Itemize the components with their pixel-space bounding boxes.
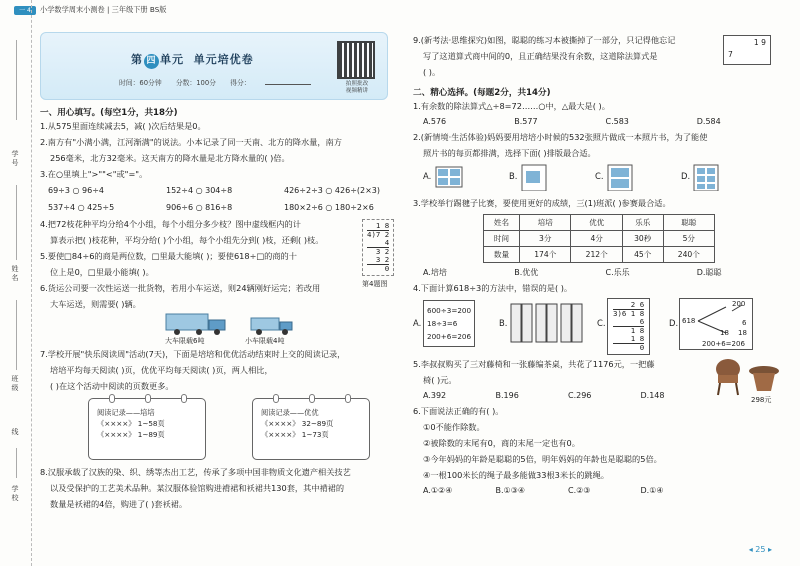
rattan-chair-icon [713,357,743,397]
option-c[interactable]: C. [597,318,606,328]
table-cell: 45个 [622,247,663,263]
statement-1: ①0不能作除数。 [423,422,485,432]
question-1-8-line1: 8.汉服承载了汉族的染、织、绣等杰出工艺，传承了多项中国非物质文化遗产相关技艺 [40,467,351,477]
div-line: 1 8 [630,334,645,343]
question-2-6: 6.下面说法正确的有( )。 [413,406,504,416]
method-d-label: 18 [738,329,747,337]
binding-label-school: 学校 [11,485,19,503]
qr-caption: 拍照批改 视频精讲 [345,81,369,94]
method-c-box [607,298,650,355]
option-b[interactable]: B.优优 [514,268,539,277]
option-c[interactable]: C.583 [605,117,629,126]
small-truck-icon [250,316,294,336]
score-blank[interactable] [265,84,311,85]
score-label: 得分： [230,79,251,87]
q2-1-options [413,114,788,129]
method-d-box [679,298,753,350]
binding-label-class: 班级 [11,375,19,393]
compare-item[interactable]: 152÷4 ○ 304÷8 [166,186,233,195]
binding-line [16,40,17,120]
table-row [484,215,715,231]
table-cell: 聪聪 [663,215,714,231]
table-cell: 3分 [520,231,571,247]
option-c[interactable]: C. [595,171,604,181]
option-a[interactable]: A.392 [423,391,447,400]
question-1-4-line1: 4.把72枝花种平均分给4个小组，每个小组分多少枝？图中虚线框内的计 [40,219,301,229]
record-line: 《××××》 1~58页 [97,419,165,428]
option-c[interactable]: C.296 [568,391,592,400]
big-truck-icon [165,312,227,336]
method-a-box [423,300,475,347]
record-title: 阅读记录——培培 [97,408,155,417]
big-truck-label: 大车限载6吨 [165,337,205,345]
method-d-label: 6 [742,319,747,327]
question-1-1: 1.从575里面连续减去5，减( )次后结果是0。 [40,121,206,131]
small-truck-label: 小车限载4吨 [245,337,285,345]
binding-line [16,185,17,260]
q4-long-division-figure [362,219,394,276]
option-d[interactable]: D. [681,171,691,181]
table-cell: 240个 [663,247,714,263]
question-1-2-line1: 2.南方有"小满小满，江河渐满"的说法。小本记录了同一天南、北方的降水量，南方 [40,137,342,147]
question-2-2-line2: 照片书的每页都排满，选择下面( )排版最合适。 [423,148,596,158]
question-1-3: 3.在○里填上">""<"或"="。 [40,169,148,179]
unit-suffix: 单元 [160,53,184,66]
ring-icon [309,394,315,403]
unit-title [131,51,254,69]
question-1-2-line2: 256毫米，北方32毫米。这天南方的降水量是北方降水量的( )倍。 [50,153,290,163]
div-line: 3 2 [367,247,389,256]
question-2-1: 1.有余数的除法算式△÷8=72……○中，△最大是( )。 [413,101,610,111]
ring-icon [273,394,279,403]
ring-icon [345,394,351,403]
page-number: ◂ 25 ▸ [748,545,772,554]
question-2-5-line2: 椅( )元。 [423,375,457,385]
torn-page-line: 1 9 [753,38,766,47]
place-value-blocks-icon [509,300,587,346]
unit-banner [40,32,388,100]
option-d[interactable]: D.584 [696,117,721,126]
compare-item[interactable]: 537÷4 ○ 425÷5 [48,203,115,212]
rattan-table-icon [747,363,781,393]
question-1-7-line1: 7.学校开展"快乐阅读周"活动(7天)，下面是培培和优优活动结束时上交的阅读记录， [40,349,346,359]
div-line: 4)7 2 [367,230,390,239]
binding-label-name: 姓名 [11,265,19,283]
statement-2: ②被除数的末尾有0，商的末尾一定也有0。 [423,438,580,448]
question-1-8-line2: 以及受保护的工艺美术品种。某汉服体验馆购进褙裙和袄裙共130套，其中褙裙的 [50,483,345,493]
table-cell: 乐乐 [622,215,663,231]
torn-page-figure [723,35,771,65]
method-d-label: 200+6=206 [702,340,745,348]
section-2-heading: 二、精心选择。(每题2分，共14分) [413,88,551,98]
binding-label-line: 线 [11,428,19,437]
compare-item[interactable]: 180×2÷6 ○ 180÷2×6 [284,203,374,212]
question-1-9-line3: ( )。 [423,67,441,77]
statement-4: ④一根100米长的绳子最多能做33根3米长的跳绳。 [423,470,609,480]
q2-6-options [413,483,713,498]
qr-code-icon[interactable] [337,41,375,79]
unit-number-badge: 四 [144,54,159,69]
question-1-8-line3: 数量是袄裙的4倍，购进了( )套袄裙。 [50,499,188,509]
question-1-7-line3: ( )在这个活动中阅读的页数更多。 [50,381,174,391]
table-cell: 212个 [571,247,622,263]
option-b[interactable]: B. [499,318,508,328]
method-line: 18÷3=6 [427,319,458,328]
layout-c-icon [607,163,635,191]
layout-b-icon [521,163,549,191]
calc-methods [413,296,788,356]
record-line: 《××××》 32~89页 [261,419,334,428]
table-cell: 时间 [484,231,520,247]
question-1-4-line2: 算表示把( )枝花种，平均分给( )个小组，每个小组先分到( )枝，还剩( )枝。 [50,235,324,245]
table-cell: 培培 [520,215,571,231]
div-line: 1 8 [375,221,390,230]
series-title: 小学数学周末小测卷 | 三年级下册 BS版 [40,5,167,14]
q2-3-options [413,265,788,280]
layout-a-icon [435,163,463,191]
method-d-label: 200 [732,300,746,308]
compare-item[interactable]: 906÷6 ○ 816÷8 [166,203,233,212]
method-line: 600÷3=200 [427,306,472,315]
option-a[interactable]: A.①②④ [423,486,453,495]
record-line: 《××××》 1~89页 [97,430,165,439]
reading-records [40,394,402,464]
option-d[interactable]: D.聪聪 [696,268,722,277]
question-1-5-line1: 5.要使□84÷6的商是两位数，□里最大能填( )；要使618÷□的商的十 [40,251,297,261]
question-1-5-line2: 位上是0，□里最小能填( )。 [50,267,154,277]
option-a[interactable]: A. [423,171,432,181]
option-c[interactable]: C.乐乐 [605,268,630,277]
table-cell: 姓名 [484,215,520,231]
question-1-7-line2: 培培平均每天阅读( )页，优优平均每天阅读( )页，两人相比， [50,365,273,375]
option-a[interactable]: A. [413,318,422,328]
shuttlecock-table [483,214,715,263]
ring-icon [109,394,115,403]
ring-icon [145,394,151,403]
table-cell: 优优 [571,215,622,231]
reading-record-youyou [252,398,370,460]
div-line: 6 [639,317,645,326]
right-column [413,32,788,498]
div-line: 3 2 [375,255,390,264]
div-line: 2 6 [630,300,645,309]
unit-prefix: 第 [131,53,143,66]
option-d[interactable]: D. [669,318,679,328]
table-cell: 4分 [571,231,622,247]
table-price-label: 298元 [751,396,772,404]
option-d[interactable]: D.①④ [640,486,664,495]
binding-strip [0,0,32,566]
method-d-label: 618 [682,317,696,325]
div-line: 4 [384,238,390,247]
div-line: 1 8 [613,326,644,335]
option-b[interactable]: B.①③④ [495,486,526,495]
ring-icon [181,394,187,403]
paper-meta [119,77,323,87]
layout-d-icon [693,163,721,191]
option-b[interactable]: B.196 [495,391,519,400]
option-a[interactable]: A.培培 [423,268,447,277]
total-score: 分数：100分 [175,79,216,87]
div-line: 0 [367,264,389,273]
option-b[interactable]: B.577 [514,117,538,126]
table-cell: 30秒 [622,231,663,247]
question-2-5-line1: 5.李叔叔购买了三对藤椅和一张藤编茶桌，共花了1176元，一把藤 [413,359,655,369]
option-c[interactable]: C.②③ [568,486,591,495]
statement-3: ③今年妈妈的年龄是聪聪的5倍，明年妈妈的年龄也是聪聪的5倍。 [423,454,662,464]
question-2-3: 3.学校举行踢毽子比赛，要使用更好的成绩，三(1)班派( )参赛最合适。 [413,198,671,208]
section-1-heading: 一、用心填写。(每空1分，共18分) [40,108,178,118]
compare-row-1 [40,182,402,199]
option-d[interactable]: D.148 [640,391,665,400]
compare-item[interactable]: 69÷3 ○ 96÷4 [48,186,105,195]
binding-line [16,300,17,370]
table-cell: 5分 [663,231,714,247]
option-a[interactable]: A.576 [423,117,447,126]
question-1-6-line2: 大车运送，则需要( )辆。 [50,299,141,309]
div-line: 0 [613,343,644,352]
q4-figure-caption: 第4题图 [362,280,388,288]
question-1-6-line1: 6.货运公司要一次性运送一批货物，若用小车运送，则24辆刚好运完；若改用 [40,283,321,293]
method-d-label: 18 [720,329,729,337]
compare-item[interactable]: 426÷2÷3 ○ 426÷(2×3) [284,186,381,195]
layout-options [413,161,788,195]
table-row [484,231,715,247]
left-column [40,32,402,512]
truck-figure [40,312,402,346]
compare-row-2 [40,199,402,216]
record-title: 阅读记录——优优 [261,408,319,417]
record-line: 《××××》 1~73页 [261,430,329,439]
option-b[interactable]: B. [509,171,518,181]
torn-page-line: 7 [728,50,733,59]
table-row [484,247,715,263]
method-line: 200+6=206 [427,332,472,341]
reading-record-peipei [88,398,206,460]
series-tag: 一 4 [14,6,36,15]
question-2-2-line1: 2.(新情境·生活体验)妈妈要用培培小时候的532张照片做成一本照片书，为了能使 [413,132,708,142]
div-line: 3)6 1 8 [613,309,645,318]
question-1-9-line2: 写了这道算式商中间的0，且正确结果没有余数，这道除法算式是 [423,51,658,61]
time-limit: 时间：60分钟 [119,79,162,87]
binding-line [16,448,17,478]
binding-label-id: 学号 [11,150,19,168]
q2-5-options [413,388,713,403]
question-2-4: 4.下面计算618÷3的方法中，错误的是( )。 [413,283,573,293]
paper-title: 单元培优卷 [193,53,254,66]
question-1-9-line1: 9.(新考法·思维探究)如图，聪聪的练习本被撕掉了一部分，只记得他忘记 [413,35,676,45]
table-cell: 174个 [520,247,571,263]
table-cell: 数量 [484,247,520,263]
top-bar [0,0,800,18]
